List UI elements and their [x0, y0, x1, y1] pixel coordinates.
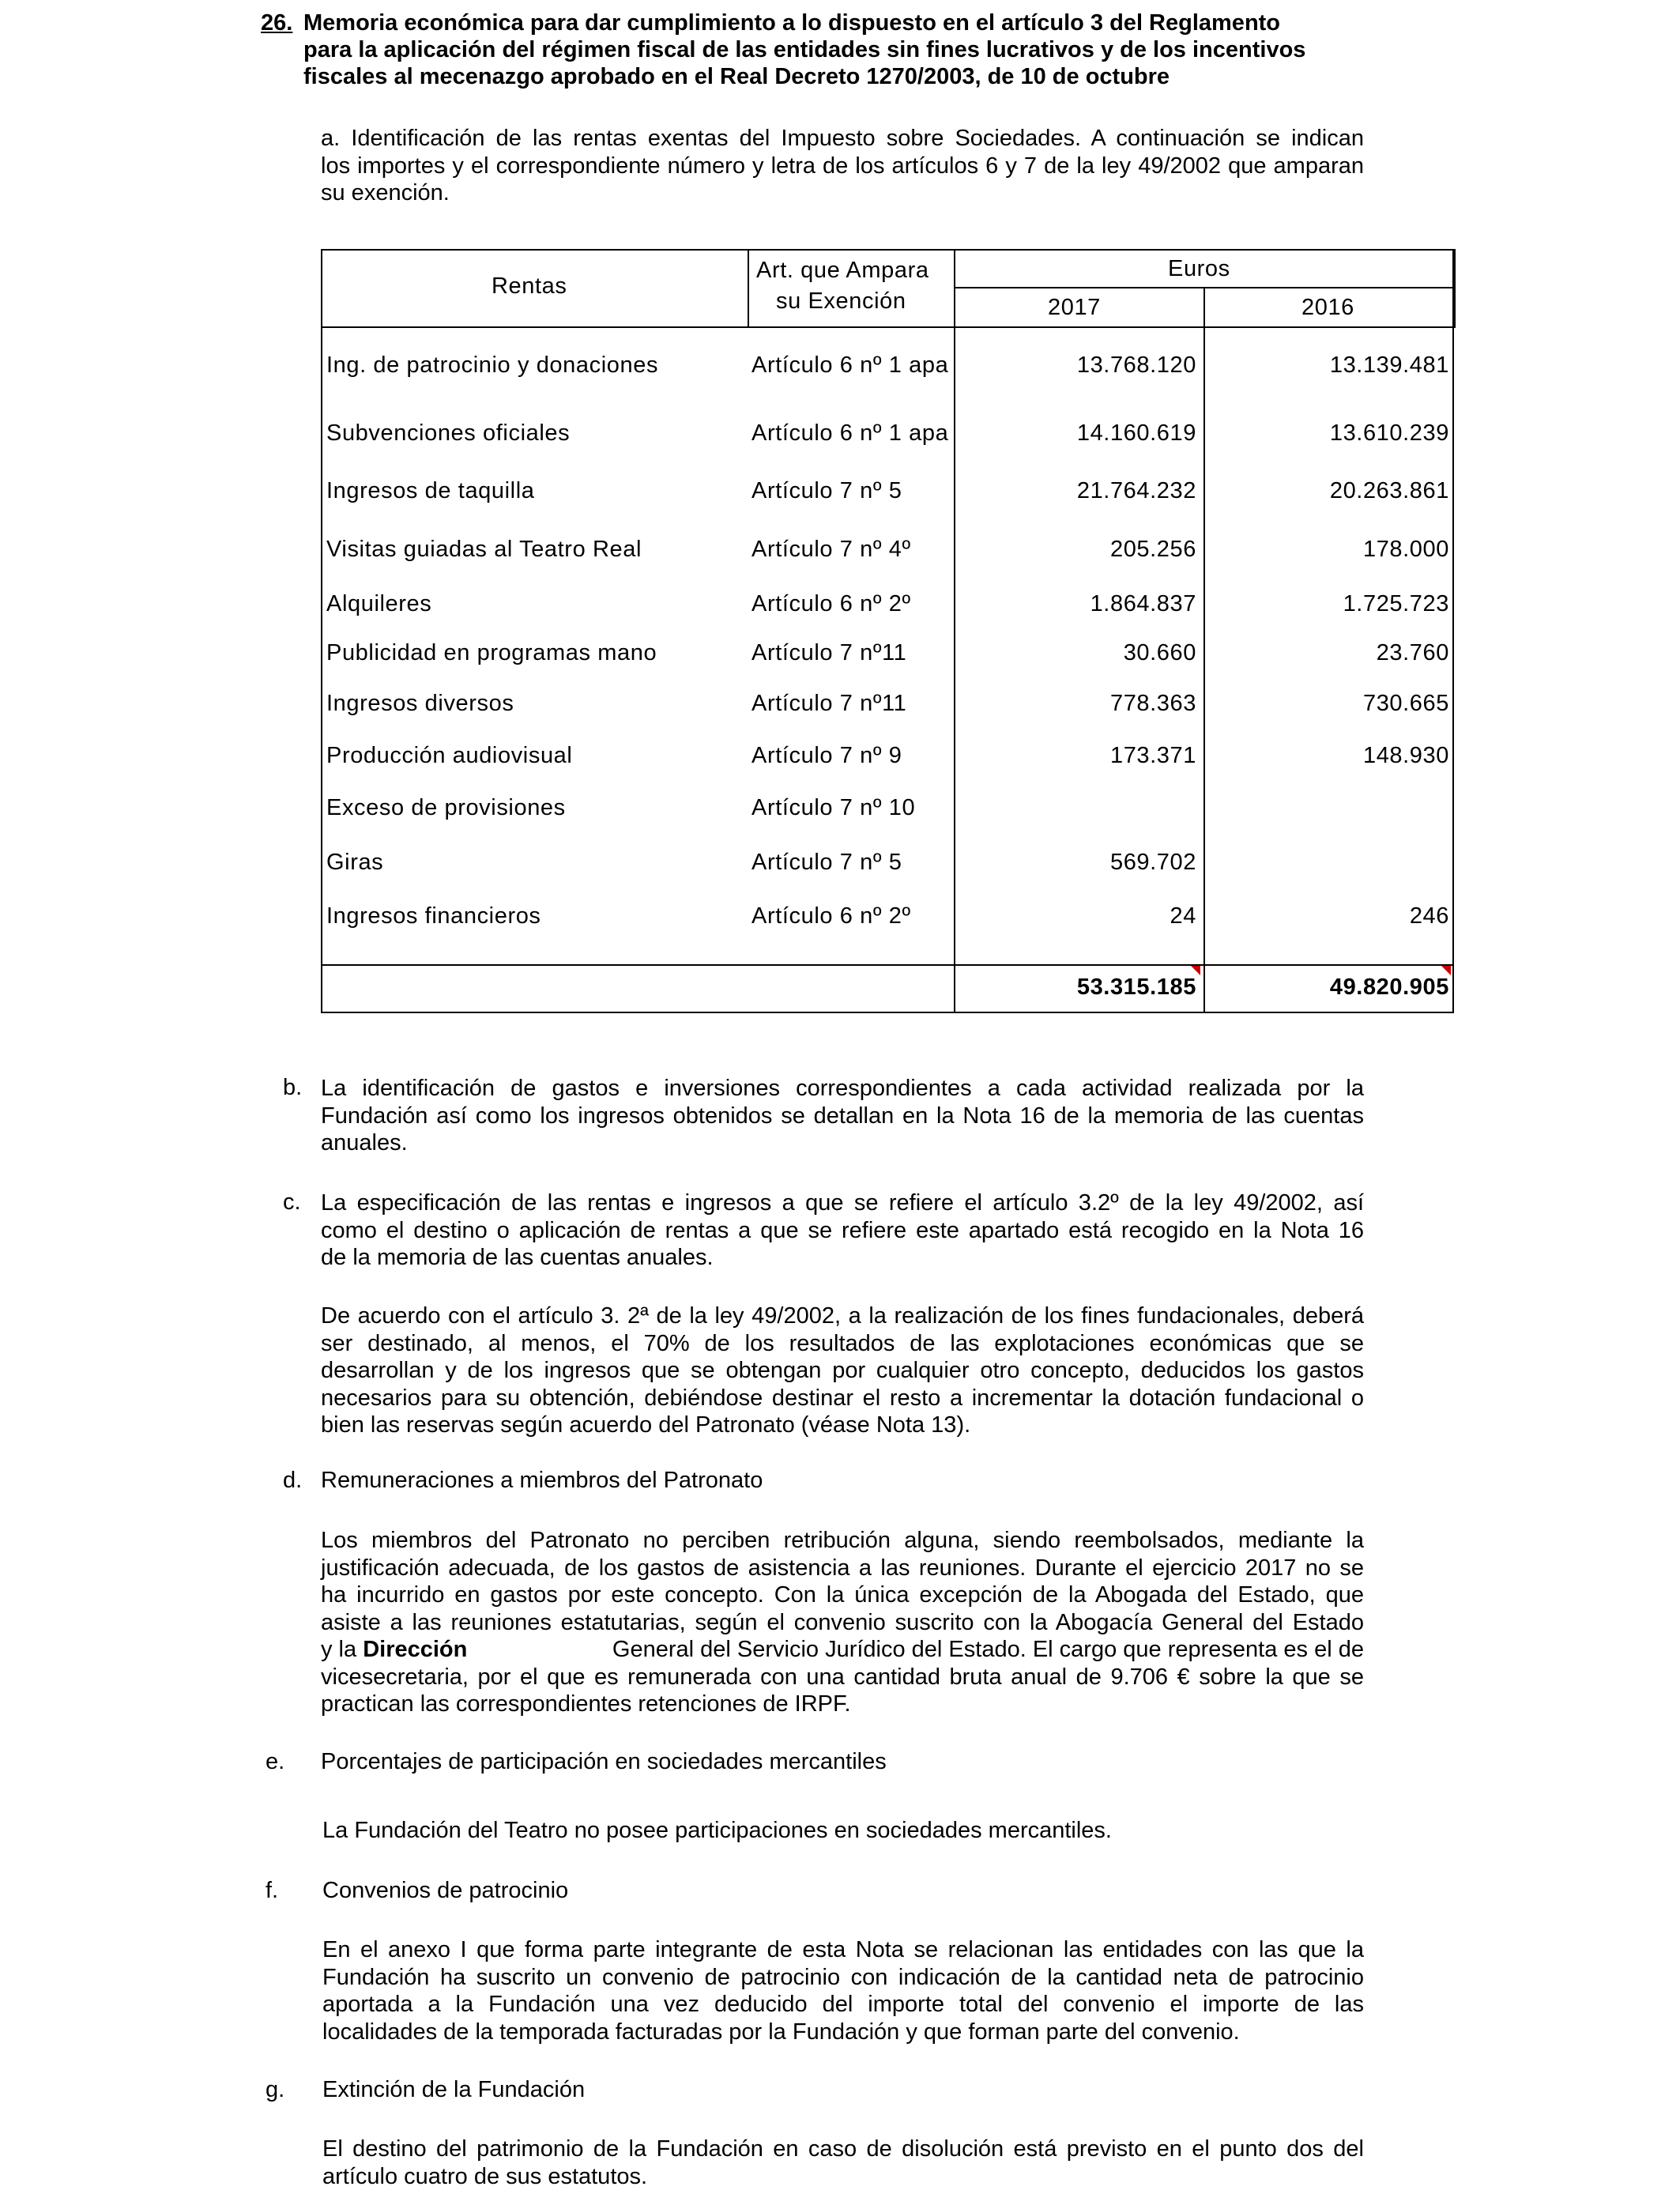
table-cell-articulo: Artículo 7 nº 4º — [751, 537, 911, 562]
table-cell-2016: 148.930 — [1362, 743, 1449, 768]
section-f-paragraph — [322, 1936, 1364, 2045]
table-cell-renta: Publicidad en programas mano — [326, 640, 657, 665]
table-cell-renta: Giras — [326, 850, 384, 875]
section-c-marker: c. — [283, 1189, 301, 1215]
section-a-paragraph — [321, 125, 1364, 207]
table-cell-renta: Alquileres — [326, 591, 432, 616]
header-articulo-2: su Exención — [776, 288, 906, 314]
table-cell-2016: 13.610.239 — [1329, 420, 1449, 446]
table-cell-2016: 178.000 — [1362, 537, 1449, 562]
header-rentas: Rentas — [492, 273, 567, 299]
table-cell-articulo: Artículo 7 nº 9 — [751, 743, 902, 768]
table-cell-2017: 21.764.232 — [1076, 478, 1196, 503]
header-2016: 2016 — [1301, 295, 1354, 320]
section-g-title: Extinción de la Fundación — [322, 2077, 586, 2102]
section-d-paragraph — [321, 1527, 1364, 1718]
table-cell-2017: 24 — [1170, 903, 1196, 929]
text-line: ha incurrido en gastos por este concepto. Con la única excepción de la Abogada del Estado, que — [321, 1582, 1364, 1608]
text-line: ser destinado, al menos, el 70% de los resultados de las explotaciones económicas que se — [321, 1330, 1364, 1356]
table-cell-articulo: Artículo 7 nº11 — [751, 640, 907, 665]
text-line: bien las reservas según acuerdo del Patronato (véase Nota 13). — [321, 1412, 971, 1438]
table-cell-2016: 13.139.481 — [1329, 352, 1449, 378]
text-line: El destino del patrimonio de la Fundación en caso de disolución está previsto en el punto dos del — [322, 2136, 1364, 2162]
section-f-marker: f. — [266, 1878, 279, 1903]
text-line: Los miembros del Patronato no perciben retribución alguna, siendo reembolsados, mediante la — [321, 1528, 1364, 1553]
table-cell-articulo: Artículo 7 nº 10 — [751, 795, 916, 820]
text-line: vicesecretaria, por el que es remunerada con una cantidad bruta anual de 9.706 € sobre la que se — [321, 1664, 1364, 1690]
table-cell-2017: 1.864.837 — [1090, 591, 1196, 616]
text-line: como el destino o aplicación de rentas a que se refiere este apartado está recogido en la Nota 16 — [321, 1217, 1364, 1243]
table-cell-articulo: Artículo 6 nº 1 apa — [751, 352, 949, 378]
table-cell-2016: 1.725.723 — [1343, 591, 1449, 616]
text-line: justificación adecuada, de los gastos de asistencia a las reuniones. Durante el ejercicio 2017 no se — [321, 1555, 1364, 1581]
table-cell-2017: 30.660 — [1123, 640, 1196, 665]
table-cell-2016: 730.665 — [1362, 691, 1449, 716]
text-line: La identificación de gastos e inversiones correspondientes a cada actividad realizada por la — [321, 1076, 1364, 1101]
table-cell-2016: 20.263.861 — [1329, 478, 1449, 503]
section-e-text: La Fundación del Teatro no posee participaciones en sociedades mercantiles. — [322, 1818, 1112, 1843]
text-line: Fundación así como los ingresos obtenidos se detallan en la Nota 16 de la memoria de las cuentas — [321, 1103, 1364, 1129]
table-cell-renta: Producción audiovisual — [326, 743, 573, 768]
section-f-title: Convenios de patrocinio — [322, 1878, 569, 1903]
table-cell-articulo: Artículo 6 nº 2º — [751, 591, 911, 616]
table-cell-articulo: Artículo 6 nº 2º — [751, 903, 911, 929]
text-line: En el anexo I que forma parte integrante de esta Nota se relacionan las entidades con las que la — [322, 1937, 1364, 1962]
table-cell-renta: Exceso de provisiones — [326, 795, 566, 820]
text-line: practican las correspondientes retenciones de IRPF. — [321, 1691, 851, 1717]
table-cell-articulo: Artículo 7 nº 5 — [751, 850, 902, 875]
section-g-paragraph — [322, 2136, 1364, 2190]
table-cell-2017: 205.256 — [1109, 537, 1196, 562]
table-cell-2017: 173.371 — [1109, 743, 1196, 768]
heading-number: 26. — [261, 10, 293, 36]
heading-line: fiscales al mecenazgo aprobado en el Real Decreto 1270/2003, de 10 de octubre — [303, 64, 1170, 89]
table-cell-articulo: Artículo 6 nº 1 apa — [751, 420, 949, 446]
table-cell-articulo: Artículo 7 nº 5 — [751, 478, 902, 503]
text-line: La especificación de las rentas e ingresos a que se refiere el artículo 3.2º de la ley 49/2002, así — [321, 1190, 1364, 1216]
section-e-title: Porcentajes de participación en sociedades mercantiles — [321, 1749, 887, 1774]
table-cell-2017: 13.768.120 — [1076, 352, 1196, 378]
section-c-paragraph-2 — [321, 1302, 1364, 1439]
table-cell-renta: Visitas guiadas al Teatro Real — [326, 537, 642, 562]
total-2017: 53.315.185 — [1076, 974, 1196, 1000]
table-cell-renta: Subvenciones oficiales — [326, 420, 571, 446]
total-2016: 49.820.905 — [1329, 974, 1449, 1000]
section-d-marker: d. — [283, 1468, 303, 1493]
table-cell-2017: 14.160.619 — [1076, 420, 1196, 446]
text-line: Fundación ha suscrito un convenio de patrocinio con indicación de la cantidad neta de patrocinio — [322, 1964, 1364, 1990]
table-cell-renta: Ingresos diversos — [326, 691, 514, 716]
text-line: los importes y el correspondiente número y letra de los artículos 6 y 7 de la ley 49/2002 que amparan — [321, 153, 1364, 179]
text-line: De acuerdo con el artículo 3. 2ª de la ley 49/2002, a la realización de los fines fundacionales, deberá — [321, 1303, 1364, 1329]
section-e-marker: e. — [266, 1749, 285, 1774]
section-d-title: Remuneraciones a miembros del Patronato — [321, 1468, 763, 1493]
text-line: de la memoria de las cuentas anuales. — [321, 1245, 714, 1270]
text-line: artículo cuatro de sus estatutos. — [322, 2163, 648, 2189]
header-euros: Euros — [1168, 256, 1230, 281]
heading-line: Memoria económica para dar cumplimiento a lo dispuesto en el artículo 3 del Reglamento — [303, 10, 1281, 36]
section-c-paragraph — [321, 1189, 1364, 1272]
table-cell-articulo: Artículo 7 nº11 — [751, 691, 907, 716]
table-cell-2017: 778.363 — [1109, 691, 1196, 716]
text-line: a. Identificación de las rentas exentas del Impuesto sobre Sociedades. A continuación se indican — [321, 126, 1364, 151]
table-cell-2016: 246 — [1409, 903, 1449, 929]
text-line: y la Dirección General del Servicio Jurídico del Estado. El cargo que representa es el de — [321, 1637, 1364, 1662]
comment-marker-icon — [1191, 966, 1200, 975]
table-cell-2016: 23.760 — [1376, 640, 1449, 665]
heading-line: para la aplicación del régimen fiscal de las entidades sin fines lucrativos y de los incentivos — [303, 37, 1306, 62]
section-g-marker: g. — [266, 2077, 285, 2102]
text-line: anuales. — [321, 1130, 408, 1155]
table-cell-2017: 569.702 — [1109, 850, 1196, 875]
header-2017: 2017 — [1048, 295, 1101, 320]
bold-word: Dirección — [363, 1637, 468, 1662]
table-cell-renta: Ingresos de taquilla — [326, 478, 535, 503]
text-line: necesarios para su obtención, debiéndose destinar el resto a incrementar la dotación fundacional o — [321, 1385, 1364, 1411]
header-articulo-1: Art. que Ampara — [756, 258, 929, 283]
text-line: aportada a la Fundación una vez deducido del importe total del convenio el importe de las — [322, 1992, 1364, 2017]
text-line: localidades de la temporada facturadas por la Fundación y que forman parte del convenio. — [322, 2019, 1240, 2045]
text-line: asiste a las reuniones estatutarias, según el convenio suscrito con la Abogacía General del Estado — [321, 1609, 1364, 1635]
text-line: su exención. — [321, 180, 450, 205]
section-b-marker: b. — [283, 1075, 303, 1100]
table-cell-renta: Ingresos financieros — [326, 903, 541, 929]
comment-marker-icon — [1441, 966, 1451, 975]
text-line: desarrollan y de los ingresos que se obtengan por cualquier otro concepto, deducidos los gastos — [321, 1358, 1364, 1383]
table-cell-renta: Ing. de patrocinio y donaciones — [326, 352, 659, 378]
section-b-paragraph — [321, 1075, 1364, 1157]
